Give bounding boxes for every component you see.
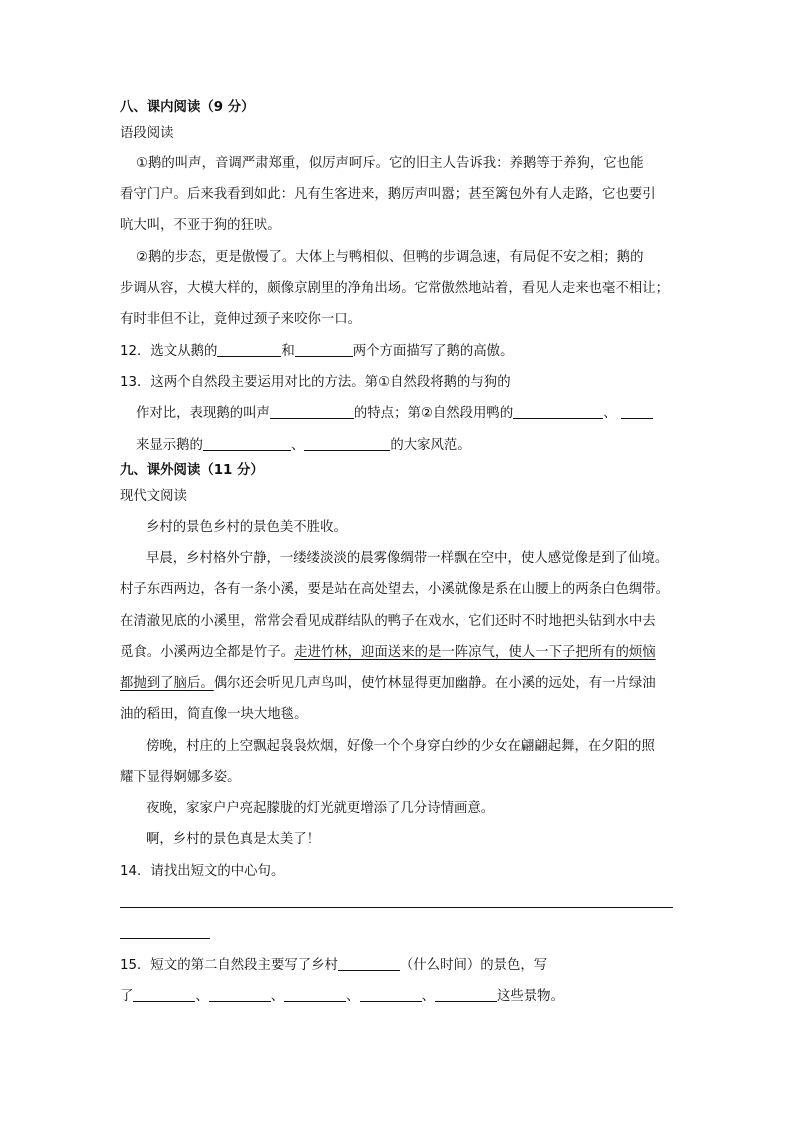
passage-title-line: 乡村的景色乡村的景色美不胜收。	[146, 520, 347, 535]
section-8-subheading: 语段阅读	[120, 126, 174, 141]
passage-line: 耀下显得婀娜多姿。	[120, 770, 241, 785]
underlined-sentence: 走进竹林，迎面送来的是一阵凉气，使人一下子把所有的烦恼	[294, 645, 656, 660]
question-15-separator: 、	[421, 989, 435, 1004]
passage-line: 傍晚，村庄的上空飘起袅袅炊烟，好像一个个身穿白纱的少女在翩翩起舞，在夕阳的照	[146, 739, 655, 754]
question-15-text: （什么时间）的景色，写	[399, 958, 548, 973]
answer-line[interactable]	[120, 907, 673, 908]
answer-blank[interactable]	[295, 342, 353, 357]
passage-line: 在清澈见底的小溪里，常常会看见成群结队的鸭子在戏水，它们还时不时地把头钻到水中去	[120, 614, 656, 629]
question-15-separator: 、	[270, 989, 285, 1004]
answer-blank[interactable]	[217, 342, 281, 357]
passage-line	[120, 643, 656, 663]
answer-blank[interactable]	[360, 987, 422, 1002]
question-12-text-a: 12．选文从鹅的	[120, 344, 218, 359]
question-13-line-2	[136, 404, 653, 424]
answer-blank[interactable]	[209, 987, 271, 1002]
underlined-sentence: 都抛到了脑后。	[120, 676, 214, 691]
passage-line: 早晨，乡村格外宁静，一缕缕淡淡的晨雾像绸带一样飘在空中，使人感觉像是到了仙境。	[146, 551, 669, 566]
question-15-text: 这些景物。	[496, 989, 564, 1004]
passage-text: 偶尔还会听见几声鸟叫，使竹林显得更加幽静。在小溪的远处，有一片绿油	[213, 676, 656, 691]
passage-line: 啊，乡村的景色真是太美了！	[146, 832, 321, 847]
answer-blank[interactable]	[270, 404, 354, 419]
answer-blank[interactable]	[203, 436, 291, 451]
question-12-text-c: 两个方面描写了鹅的高傲。	[352, 344, 514, 359]
passage-line: 看守门户。后来我看到如此：凡有生客进来，鹅厉声叫嚣；甚至篱包外有人走路，它也要引	[120, 187, 656, 202]
question-12	[120, 342, 513, 362]
section-9-heading: 九、课外阅读（11 分）	[120, 463, 264, 478]
answer-blank[interactable]	[304, 436, 390, 451]
answer-blank[interactable]	[133, 987, 195, 1002]
answer-blank[interactable]	[435, 987, 497, 1002]
answer-blank[interactable]	[513, 404, 603, 419]
passage-line: 有时非但不让，竟伸过颈子来咬你一口。	[120, 312, 362, 327]
passage-line: ②鹅的步态，更是傲慢了。大体上与鸭相似、但鸭的步调急速，有局促不安之相；鹅的	[136, 250, 644, 265]
question-13-separator: 、	[290, 438, 305, 453]
question-13-text: 来显示鹅的	[136, 438, 203, 453]
question-13-text: 的大家风范。	[390, 438, 471, 453]
passage-line: ①鹅的叫声，音调严肃郑重，似厉声呵斥。它的旧主人告诉我：养鹅等于养狗，它也能	[136, 156, 644, 171]
passage-line	[120, 674, 656, 694]
question-15-line-2	[120, 987, 564, 1007]
question-14: 14．请找出短文的中心句。	[120, 864, 285, 879]
answer-blank[interactable]	[284, 987, 346, 1002]
question-15-text: 15．短文的第二自然段主要写了乡村	[120, 958, 338, 973]
answer-blank[interactable]	[621, 404, 653, 419]
question-13-text: 的特点；第②自然段用鸭的	[353, 406, 514, 421]
answer-line[interactable]	[120, 938, 210, 939]
passage-line: 吭大叫，不亚于狗的狂吠。	[120, 218, 281, 233]
question-13-line-1: 13．这两个自然段主要运用对比的方法。第①自然段将鹅的与狗的	[120, 375, 511, 390]
question-13-text: 作对比，表现鹅的叫声	[136, 406, 270, 421]
passage-line: 夜晚，家家户户亮起朦胧的灯光就更增添了几分诗情画意。	[146, 801, 495, 816]
passage-line: 村子东西两边，各有一条小溪，要是站在高处望去，小溪就像是系在山腰上的两条白色绸带。	[120, 582, 670, 597]
section-9-subheading: 现代文阅读	[120, 489, 187, 504]
question-13-separator: 、	[603, 406, 617, 421]
answer-blank[interactable]	[338, 956, 400, 971]
passage-line: 油的稻田，简直像一块大地毯。	[120, 707, 308, 722]
question-15-separator: 、	[195, 989, 209, 1004]
passage-line: 步调从容，大模大样的，颇像京剧里的净角出场。它常傲然地站着，看见人走来也毫不相让；	[120, 281, 670, 296]
question-13-line-3	[136, 436, 471, 456]
question-15-line-1	[120, 956, 547, 976]
section-8-heading: 八、课内阅读（9 分）	[120, 100, 255, 115]
question-12-text-b: 和	[281, 344, 295, 359]
question-15-text: 了	[120, 989, 134, 1004]
passage-text: 觅食。小溪两边全都是竹子。	[120, 645, 295, 660]
question-15-separator: 、	[346, 989, 360, 1004]
